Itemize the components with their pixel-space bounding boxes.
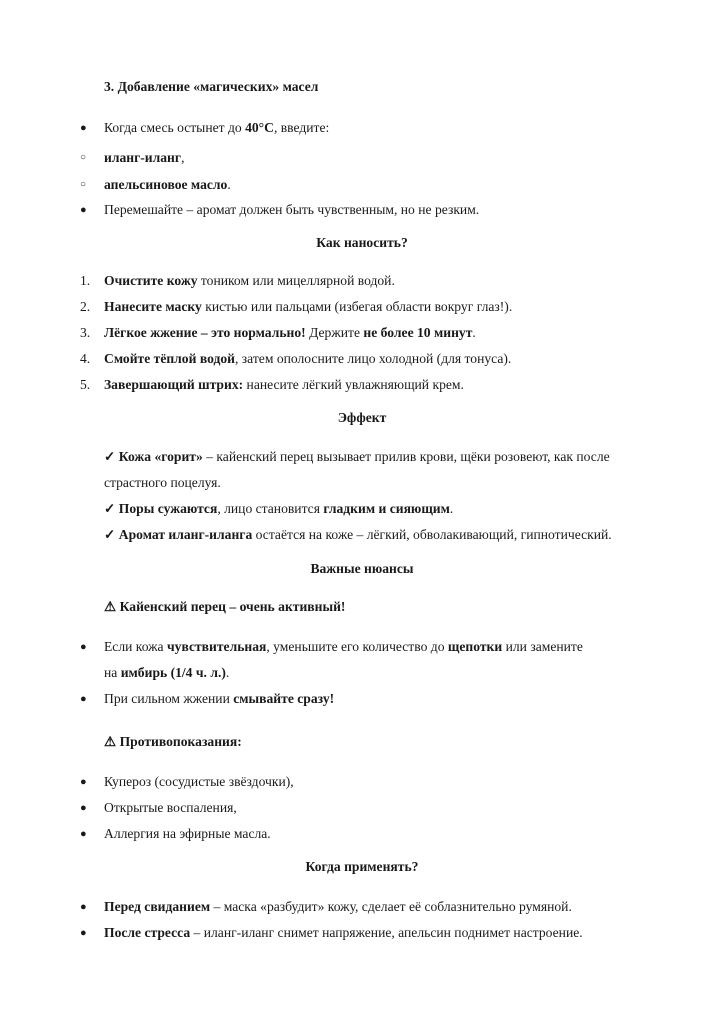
warning-icon: ⚠ bbox=[104, 734, 117, 749]
warning-text: Кайенский перец – очень активный! bbox=[119, 599, 346, 614]
effect-item bbox=[104, 527, 612, 543]
bold-text: апельсиновое масло bbox=[104, 177, 228, 192]
bullet-icon: ● bbox=[80, 828, 87, 840]
check-icon: ✓ bbox=[104, 527, 116, 542]
item-number: 2. bbox=[80, 299, 91, 314]
circle-bullet-icon: ○ bbox=[80, 179, 87, 190]
text: Открытые воспаления, bbox=[104, 800, 237, 815]
bold-text: Лёгкое жжение – это нормально! bbox=[104, 325, 306, 340]
bullet-icon: ● bbox=[80, 122, 87, 134]
bullet-icon: ● bbox=[80, 802, 87, 814]
text: , лицо становится bbox=[217, 501, 324, 516]
text: остаётся на коже – лёгкий, обволакивающий, гипнотический. bbox=[252, 527, 612, 542]
bold-text: 40°C bbox=[245, 120, 274, 135]
bold-text: После стресса bbox=[104, 925, 191, 940]
warning-text: Противопоказания: bbox=[119, 734, 242, 749]
section-heading: Важные нюансы bbox=[310, 561, 414, 576]
text: Перемешайте – аромат должен быть чувственным, но не резким. bbox=[104, 202, 480, 217]
bold-text: Поры сужаются bbox=[118, 501, 218, 516]
text: – кайенский перец вызывает прилив крови, щёки розовеют, как после bbox=[202, 449, 610, 464]
bold-text: смывайте сразу! bbox=[233, 691, 335, 706]
text: . bbox=[449, 501, 454, 516]
bold-text: Завершающий штрих: bbox=[104, 377, 244, 392]
text: , затем ополосните лицо холодной (для тонуса). bbox=[235, 351, 512, 366]
bullet-icon: ● bbox=[80, 693, 87, 705]
section-heading: Когда применять? bbox=[305, 859, 419, 874]
bold-text: имбирь (1/4 ч. л.) bbox=[120, 665, 226, 680]
bold-text: Кожа «горит» bbox=[118, 449, 203, 464]
text: тоником или мицеллярной водой. bbox=[197, 273, 395, 288]
bold-text: не более 10 минут bbox=[363, 325, 473, 340]
item-number: 4. bbox=[80, 351, 91, 366]
circle-bullet-icon: ○ bbox=[80, 152, 87, 163]
text: Если кожа bbox=[104, 639, 167, 654]
bold-text: Перед свиданием bbox=[104, 899, 211, 914]
bullet-icon: ● bbox=[80, 776, 87, 788]
check-icon: ✓ bbox=[104, 501, 116, 516]
bullet-icon: ● bbox=[80, 204, 87, 216]
text: . bbox=[227, 177, 231, 192]
text: , уменьшите его количество до bbox=[266, 639, 448, 654]
bold-text: чувствительная bbox=[167, 639, 267, 654]
text: – маска «разбудит» кожу, сделает её соблазнительно румяной. bbox=[210, 899, 572, 914]
warning-icon: ⚠ bbox=[104, 599, 117, 614]
text: или замените bbox=[502, 639, 583, 654]
bold-text: Смойте тёплой водой bbox=[104, 351, 235, 366]
warning-line bbox=[104, 734, 242, 750]
text: , введите: bbox=[273, 120, 330, 135]
bold-text: Очистите кожу bbox=[104, 273, 198, 288]
bullet-icon: ● bbox=[80, 927, 87, 939]
text: – иланг-иланг снимет напряжение, апельсин поднимет настроение. bbox=[190, 925, 583, 940]
bold-text: иланг-иланг bbox=[104, 150, 182, 165]
bold-text: гладким и сияющим bbox=[323, 501, 450, 516]
effect-item-continuation: страстного поцелуя. bbox=[104, 475, 221, 490]
text: на bbox=[104, 665, 121, 680]
check-icon: ✓ bbox=[104, 449, 116, 464]
section-heading: Эффект bbox=[337, 410, 387, 425]
list-item-continuation bbox=[104, 665, 229, 681]
item-number: 5. bbox=[80, 377, 91, 392]
effect-item bbox=[104, 449, 610, 465]
item-number: 1. bbox=[80, 273, 91, 288]
text: Аллергия на эфирные масла. bbox=[104, 826, 271, 841]
text: Когда смесь остынет до bbox=[104, 120, 246, 135]
text: Купероз (сосудистые звёздочки), bbox=[104, 774, 294, 789]
warning-line bbox=[104, 599, 345, 615]
text: , bbox=[181, 150, 185, 165]
bold-text: Аромат иланг-иланга bbox=[118, 527, 253, 542]
bold-text: Нанесите маску bbox=[104, 299, 202, 314]
text: нанесите лёгкий увлажняющий крем. bbox=[243, 377, 464, 392]
bullet-icon: ● bbox=[80, 641, 87, 653]
text: Держите bbox=[305, 325, 364, 340]
text: . bbox=[225, 665, 230, 680]
effect-item bbox=[104, 501, 453, 517]
item-number: 3. bbox=[80, 325, 91, 340]
section-heading: 3. Добавление «магических» масел bbox=[104, 79, 319, 94]
text: кистью или пальцами (избегая области вокруг глаз!). bbox=[201, 299, 513, 314]
text: . bbox=[472, 325, 476, 340]
text: При сильном жжении bbox=[104, 691, 234, 706]
bold-text: щепотки bbox=[447, 639, 503, 654]
bullet-icon: ● bbox=[80, 901, 87, 913]
section-heading: Как наносить? bbox=[316, 235, 408, 250]
